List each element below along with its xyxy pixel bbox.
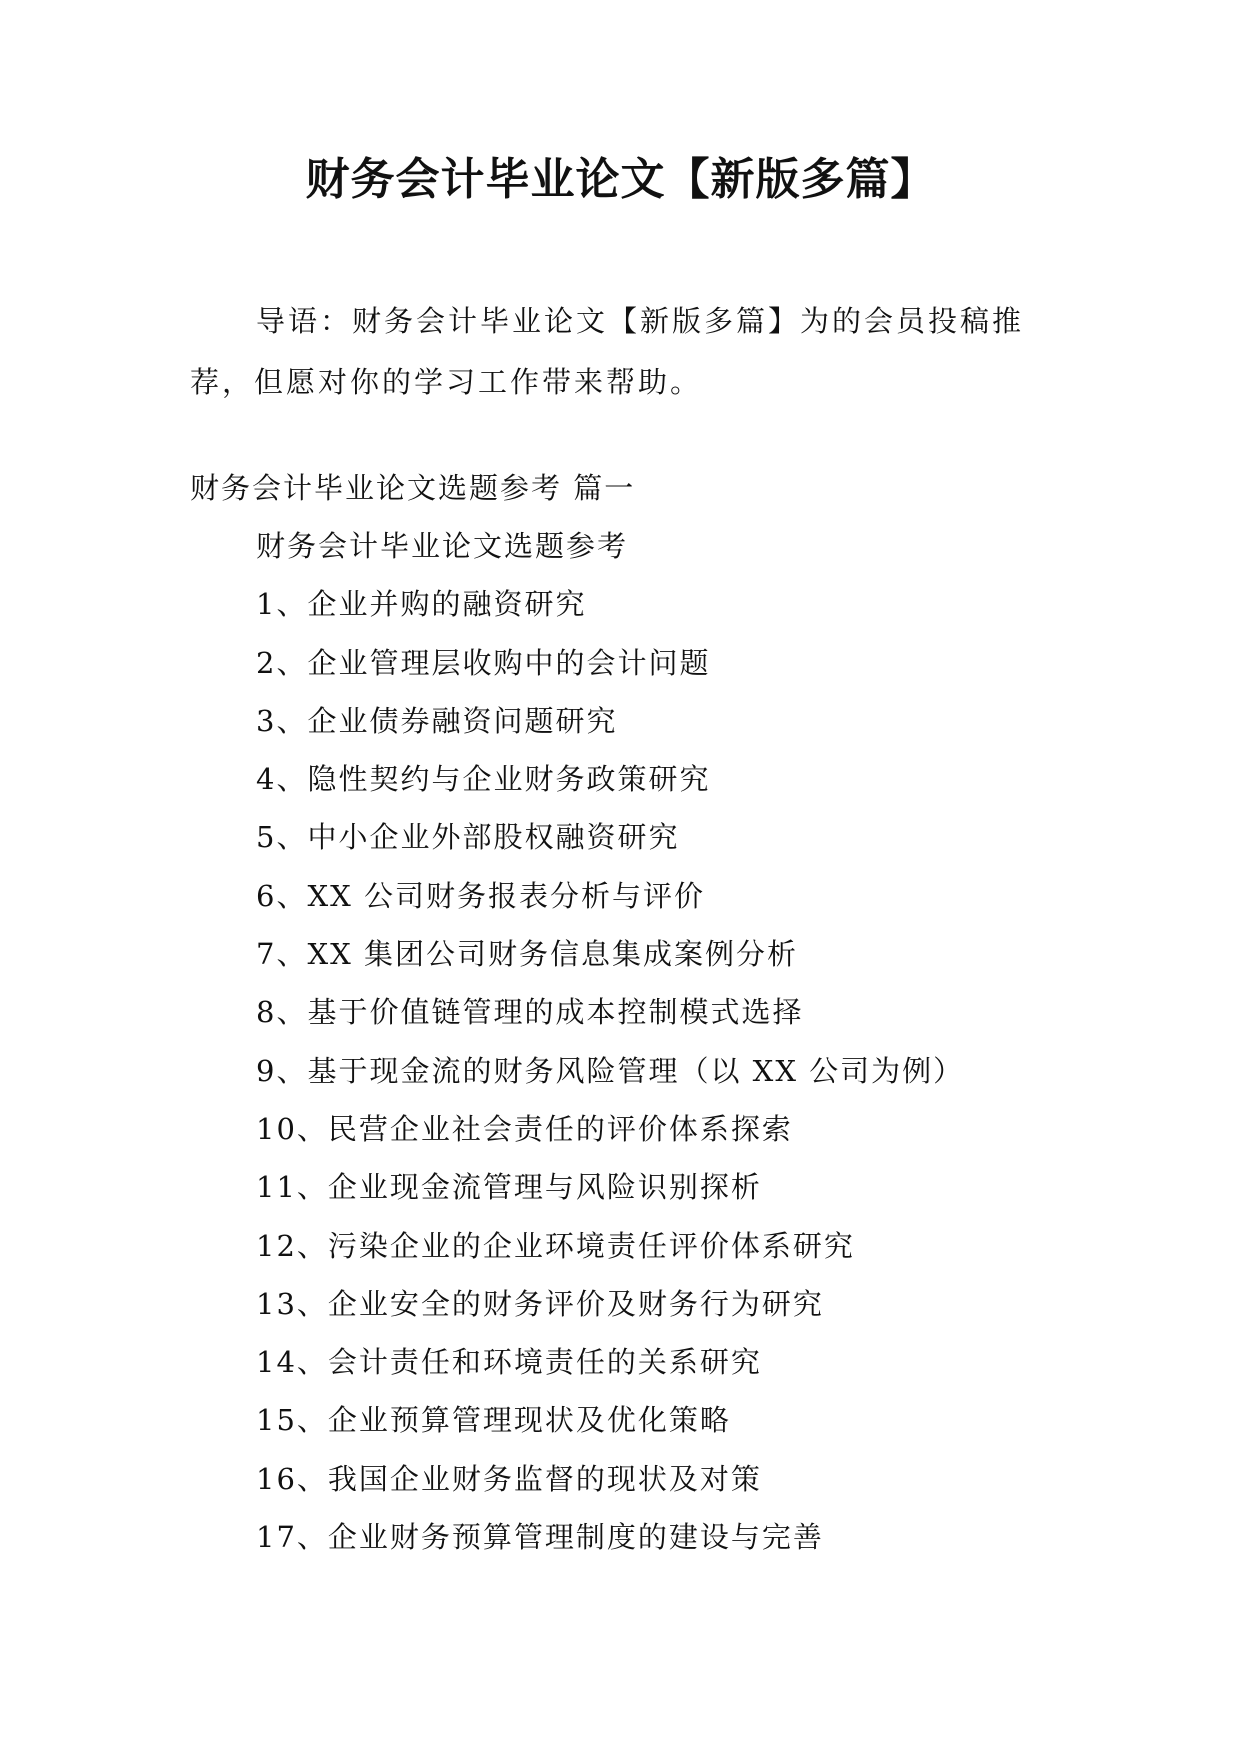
list-item: 4、隐性契约与企业财务政策研究 <box>256 762 711 797</box>
list-item: 7、XX 集团公司财务信息集成案例分析 <box>256 937 798 972</box>
topic-list <box>256 524 964 1573</box>
list-item: 16、我国企业财务监督的现状及对策 <box>256 1461 762 1496</box>
list-item: 14、会计责任和环境责任的关系研究 <box>256 1345 762 1380</box>
list-item: 17、企业财务预算管理制度的建设与完善 <box>256 1520 824 1555</box>
list-item: 8、基于价值链管理的成本控制模式选择 <box>256 995 804 1030</box>
list-item: 9、基于现金流的财务风险管理（以 XX 公司为例） <box>256 1053 965 1088</box>
list-item: 11、企业现金流管理与风险识别探析 <box>256 1170 762 1205</box>
list-item: 1、企业并购的融资研究 <box>256 587 587 622</box>
document-title: 财务会计毕业论文【新版多篇】 <box>305 154 936 205</box>
list-item: 6、XX 公司财务报表分析与评价 <box>256 878 705 913</box>
list-item: 财务会计毕业论文选题参考 <box>256 529 629 563</box>
list-item: 2、企业管理层收购中的会计问题 <box>256 645 711 680</box>
intro-paragraph: 导语：财务会计毕业论文【新版多篇】为的会员投稿推荐，但愿对你的学习工作带来帮助。 <box>190 304 1025 399</box>
section-heading: 财务会计毕业论文选题参考 篇一 <box>190 471 636 505</box>
list-item: 15、企业预算管理现状及优化策略 <box>256 1403 731 1438</box>
list-item: 13、企业安全的财务评价及财务行为研究 <box>256 1286 824 1321</box>
list-item: 3、企业债券融资问题研究 <box>256 703 618 738</box>
list-item: 12、污染企业的企业环境责任评价体系研究 <box>256 1228 855 1263</box>
list-item: 10、民营企业社会责任的评价体系探索 <box>256 1111 793 1146</box>
list-item: 5、中小企业外部股权融资研究 <box>256 820 680 855</box>
